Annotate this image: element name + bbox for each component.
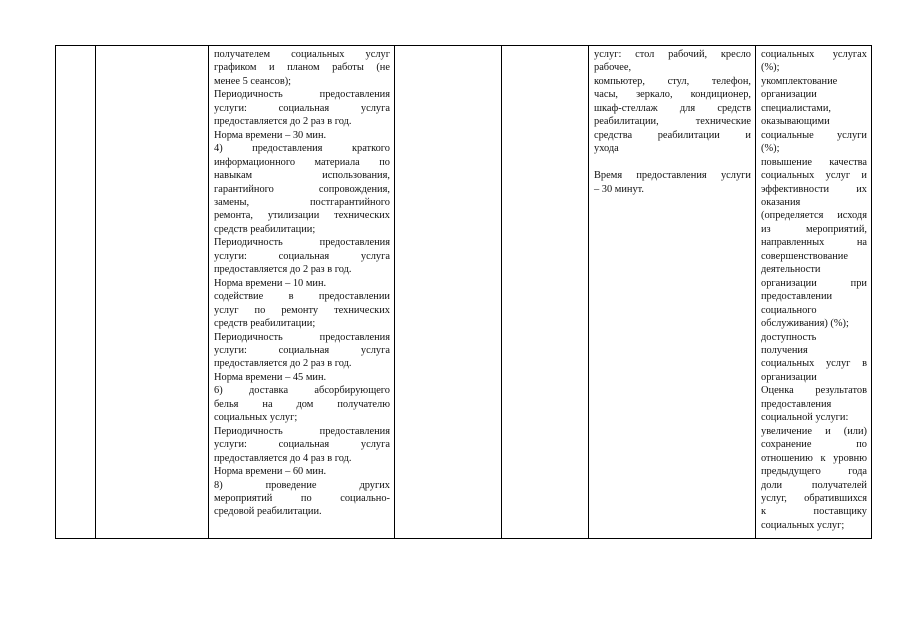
text-line: услуги: социальная услуга [214,439,390,451]
text-line: ремонта, утилизации технических [214,210,390,222]
text-line: предоставляется до 2 раз в год. [214,358,352,370]
text-line: получателем социальных услуг [214,49,390,60]
text-line: средовой реабилитации. [214,506,322,518]
text-line: социальных услуг в [761,358,867,370]
text-line: Норма времени – 60 мин. [214,466,327,478]
text-line: услуг, обратившихся [761,492,867,504]
text-line: Периодичность предоставления [214,331,390,343]
text-line: организации [761,89,817,101]
text-line: предоставляется до 2 раз в год. [214,116,352,128]
text-line: оказания [761,196,801,208]
text-line: социальных услуг; [761,519,845,531]
conditions-text [594,48,751,196]
text-line: предыдущего года [761,466,867,478]
text-line: доли получателей [761,479,867,491]
text-line: Периодичность предоставления [214,425,390,437]
text-line: менее 5 сеансов); [214,75,292,87]
text-line [594,156,751,169]
text-line: предоставляется до 2 раз в год. [214,264,352,276]
text-line: социальных услуг; [214,412,298,424]
text-line: гарантийного сопровождения, [214,183,390,195]
text-line: услуги: социальная услуга [214,344,390,356]
text-line: информационного материала по [214,156,390,168]
cell-conditions [589,46,756,539]
cell-service-description [209,46,395,539]
text-line: специалистами, [761,102,831,114]
text-line: (%); [761,143,780,155]
text-line: предоставлении [761,291,833,303]
text-line: средств реабилитации; [214,223,316,235]
text-line: Норма времени – 10 мин. [214,277,327,289]
text-line: шкаф-стеллаж для средств [594,102,751,114]
text-line: Периодичность предоставления [214,237,390,249]
text-line: из мероприятий, [761,223,867,235]
text-line: ухода [594,143,619,155]
text-line: социальных услугах [761,49,867,60]
text-line: реабилитации, технические [594,116,751,128]
text-line: оказывающими [761,116,830,128]
text-line: 6) доставка абсорбирующего [214,385,390,397]
text-line: содействие в предоставлении [214,291,390,303]
text-line: совершенствование [761,250,848,262]
text-line: доступность [761,331,817,343]
service-description-text [214,48,390,519]
text-line: средства реабилитации и [594,129,751,141]
cell-service-name [96,46,209,539]
text-line: замены, постгарантийного [214,196,390,208]
text-line: социального [761,304,817,316]
text-line: Норма времени – 45 мин. [214,371,327,383]
text-line: направленных на [761,237,867,249]
cell-timeframe [502,46,589,539]
text-line: услуг по ремонту технических [214,304,390,316]
text-line: социальных услуг и [761,170,867,182]
text-line: Норма времени – 30 мин. [214,129,327,141]
text-line: предоставления [761,398,832,410]
text-line: укомплектование [761,75,838,87]
text-line: мероприятий по социально- [214,492,390,504]
services-table [55,45,872,539]
text-line: услуги: социальная услуга [214,250,390,262]
text-line: социальные услуги [761,129,867,141]
cell-tariff [395,46,502,539]
text-line: повышение качества [761,156,867,168]
text-line: компьютер, стул, телефон, [594,75,751,87]
text-line: (%); [761,62,780,74]
text-line: часы, зеркало, кондиционер, [594,89,751,101]
text-line: Оценка результатов [761,385,867,397]
quality-indicators-text [761,48,867,532]
cell-quality-indicators [756,46,872,539]
text-line: Периодичность предоставления [214,89,390,101]
text-line: Время предоставления услуги [594,170,751,182]
text-line: – 30 минут. [594,183,645,195]
text-line: 8) проведение других [214,479,390,491]
text-line: сохранение по [761,439,867,451]
text-line: услуги: социальная услуга [214,102,390,114]
text-line: белья на дом получателю [214,398,390,410]
text-line: эффективности их [761,183,867,195]
table-row [56,46,872,539]
text-line: средств реабилитации; [214,318,316,330]
text-line: деятельности [761,264,821,276]
text-line: услуг: стол рабочий, кресло [594,49,751,60]
text-line: (определяется исходя [761,210,867,222]
text-line: отношению к уровню [761,452,867,464]
text-line: организации [761,371,817,383]
cell-number [56,46,96,539]
text-line: 4) предоставления краткого [214,143,390,155]
text-line: навыкам использования, [214,170,390,182]
text-line: увеличение и (или) [761,425,867,437]
text-line: обслуживания) (%); [761,318,849,330]
text-line: социальной услуги: [761,412,849,424]
text-line: организации при [761,277,867,289]
text-line: к поставщику [761,506,867,518]
text-line: рабочее, [594,62,632,74]
text-line: получения [761,344,808,356]
text-line: предоставляется до 4 раз в год. [214,452,352,464]
text-line: графиком и планом работы (не [214,62,390,74]
